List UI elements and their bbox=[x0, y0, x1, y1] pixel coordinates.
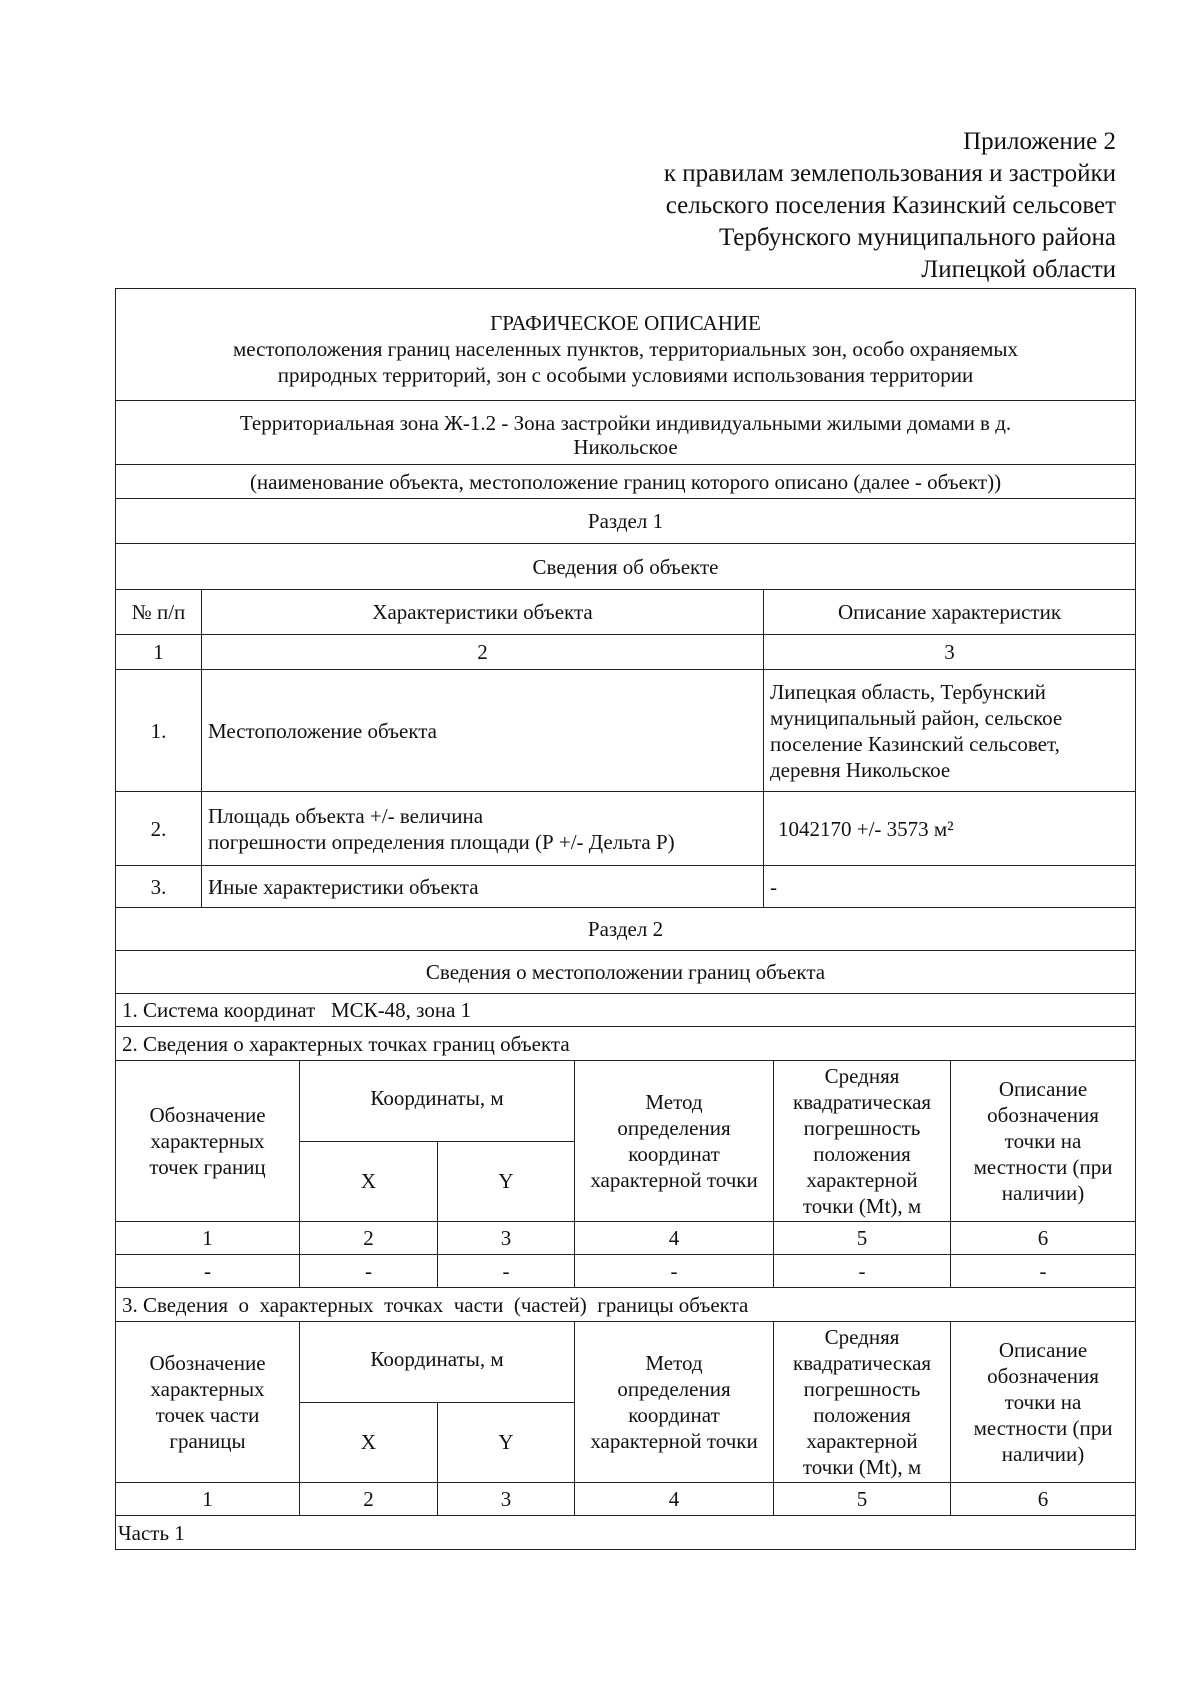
header-line: наличии) bbox=[1001, 1442, 1085, 1466]
col-number: 3 bbox=[438, 1483, 575, 1516]
table-cell: - bbox=[438, 1255, 575, 1288]
row-name: Местоположение объекта bbox=[202, 670, 764, 792]
appendix-line: Тербунского муниципального района bbox=[718, 224, 1116, 251]
document-subtitle-line: местоположения границ населенных пунктов, территориальных зон, особо охраняемых bbox=[232, 336, 1019, 361]
col-number: 4 bbox=[575, 1222, 774, 1255]
header-line: Средняя bbox=[824, 1325, 900, 1349]
header-coordinates: Координаты, м bbox=[300, 1061, 575, 1142]
header-line: координат bbox=[628, 1403, 720, 1427]
col-number: 2 bbox=[202, 635, 764, 670]
document-title-cell bbox=[116, 289, 1136, 401]
row-name: Иные характеристики объекта bbox=[202, 866, 764, 908]
row-name-line: Площадь объекта +/- величина bbox=[208, 803, 484, 828]
header-line: характерной bbox=[806, 1429, 918, 1453]
header-x: X bbox=[300, 1141, 438, 1222]
row-number: 3. bbox=[116, 866, 202, 908]
header-line: точки (Mt), м bbox=[802, 1455, 922, 1479]
points-title: 2. Сведения о характерных точках границ объекта bbox=[116, 1027, 1136, 1061]
header-line: точки на bbox=[1004, 1129, 1082, 1153]
header-line: квадратическая bbox=[792, 1351, 932, 1375]
header-line: характерной bbox=[806, 1168, 918, 1192]
header-line: точки (Mt), м bbox=[802, 1194, 922, 1218]
col-header-description: Описание характеристик bbox=[764, 590, 1136, 635]
header-line: обозначения bbox=[987, 1103, 1099, 1127]
col-number: 2 bbox=[300, 1483, 438, 1516]
table-cell: - bbox=[116, 1255, 300, 1288]
header-line: Обозначение bbox=[149, 1351, 266, 1375]
appendix-line: Приложение 2 bbox=[963, 128, 1116, 155]
header-y: Y bbox=[438, 1402, 575, 1483]
header-line: погрешность bbox=[803, 1116, 921, 1140]
header-point-description bbox=[951, 1322, 1136, 1483]
header-designation bbox=[116, 1061, 300, 1222]
header-line: местности (при bbox=[973, 1416, 1113, 1440]
section2-subtitle: Сведения о местоположении границ объекта bbox=[116, 951, 1136, 994]
row-value-line: поселение Казинский сельсовет, bbox=[770, 731, 1060, 756]
col-number: 3 bbox=[438, 1222, 575, 1255]
header-line: Описание bbox=[998, 1338, 1088, 1362]
boundary-points-table bbox=[115, 1060, 1136, 1550]
header-line: положения bbox=[813, 1142, 911, 1166]
col-number: 5 bbox=[774, 1483, 951, 1516]
table-row bbox=[116, 866, 1136, 908]
table-row bbox=[116, 1255, 1136, 1288]
header-line: положения bbox=[813, 1403, 911, 1427]
header-part-designation bbox=[116, 1322, 300, 1483]
row-number: 2. bbox=[116, 792, 202, 866]
col-header-number: № п/п bbox=[116, 590, 202, 635]
row-value-line: деревня Никольское bbox=[770, 757, 951, 782]
header-line: Средняя bbox=[824, 1064, 900, 1088]
col-number: 6 bbox=[951, 1483, 1136, 1516]
row-name-line: погрешности определения площади (Р +/- Дельта Р) bbox=[208, 829, 675, 854]
table-cell: - bbox=[575, 1255, 774, 1288]
row-name bbox=[202, 792, 764, 866]
appendix-block bbox=[556, 126, 1116, 286]
header-line: обозначения bbox=[987, 1364, 1099, 1388]
header-line: определения bbox=[617, 1116, 731, 1140]
header-x: X bbox=[300, 1402, 438, 1483]
col-number: 1 bbox=[116, 1483, 300, 1516]
header-coordinates: Координаты, м bbox=[300, 1322, 575, 1403]
header-point-description bbox=[951, 1061, 1136, 1222]
coordinate-system: 1. Система координат МСК-48, зона 1 bbox=[116, 994, 1136, 1027]
header-line: Метод bbox=[645, 1351, 703, 1375]
header-line: точек части bbox=[155, 1403, 260, 1427]
appendix-line: к правилам землепользования и застройки bbox=[663, 160, 1116, 187]
object-caption: (наименование объекта, местоположение границ которого описано (далее - объект)) bbox=[116, 465, 1136, 499]
object-name-line: Территориальная зона Ж-1.2 - Зона застройки индивидуальными жилыми домами в д. bbox=[239, 410, 1012, 435]
header-mean-error bbox=[774, 1061, 951, 1222]
header-line: погрешность bbox=[803, 1377, 921, 1401]
header-line: точек границ bbox=[149, 1155, 266, 1179]
parts-title: 3. Сведения о характерных точках части (частей) границы объекта bbox=[116, 1288, 1136, 1322]
section1-table bbox=[115, 288, 1136, 1061]
header-line: точки на bbox=[1004, 1390, 1082, 1414]
col-number: 3 bbox=[764, 635, 1136, 670]
header-line: Описание bbox=[998, 1077, 1088, 1101]
table-cell: - bbox=[774, 1255, 951, 1288]
section1-title: Раздел 1 bbox=[116, 499, 1136, 544]
col-number: 5 bbox=[774, 1222, 951, 1255]
header-line: наличии) bbox=[1001, 1181, 1085, 1205]
header-line: координат bbox=[628, 1142, 720, 1166]
header-mean-error bbox=[774, 1322, 951, 1483]
document-subtitle-line: природных территорий, зон с особыми условиями использования территории bbox=[277, 362, 974, 387]
row-value: 1042170 +/- 3573 м² bbox=[764, 792, 1136, 866]
header-line: характерной точки bbox=[590, 1168, 758, 1192]
object-name-line: Никольское bbox=[573, 434, 678, 459]
appendix-line: сельского поселения Казинский сельсовет bbox=[665, 192, 1116, 219]
header-line: определения bbox=[617, 1377, 731, 1401]
table-row bbox=[116, 670, 1136, 792]
col-header-characteristics: Характеристики объекта bbox=[202, 590, 764, 635]
object-name-cell bbox=[116, 401, 1136, 465]
section2-title: Раздел 2 bbox=[116, 908, 1136, 951]
col-number: 2 bbox=[300, 1222, 438, 1255]
section1-subtitle: Сведения об объекте bbox=[116, 544, 1136, 590]
header-line: границы bbox=[169, 1429, 246, 1453]
row-value: - bbox=[764, 866, 1136, 908]
col-number: 1 bbox=[116, 1222, 300, 1255]
header-line: характерных bbox=[150, 1377, 265, 1401]
appendix-line: Липецкой области bbox=[921, 256, 1116, 283]
header-line: местности (при bbox=[973, 1155, 1113, 1179]
header-line: характерной точки bbox=[590, 1429, 758, 1453]
header-line: характерных bbox=[150, 1129, 265, 1153]
header-method bbox=[575, 1322, 774, 1483]
part-label: Часть 1 bbox=[116, 1516, 1136, 1550]
col-number: 4 bbox=[575, 1483, 774, 1516]
col-number: 6 bbox=[951, 1222, 1136, 1255]
table-cell: - bbox=[300, 1255, 438, 1288]
document-title: ГРАФИЧЕСКОЕ ОПИСАНИЕ bbox=[490, 310, 761, 335]
header-line: Обозначение bbox=[149, 1103, 266, 1127]
header-y: Y bbox=[438, 1141, 575, 1222]
row-value-line: Липецкая область, Тербунский bbox=[770, 679, 1046, 704]
col-number: 1 bbox=[116, 635, 202, 670]
header-line: Метод bbox=[645, 1090, 703, 1114]
table-row bbox=[116, 792, 1136, 866]
table-cell: - bbox=[951, 1255, 1136, 1288]
row-value-line: муниципальный район, сельское bbox=[770, 705, 1063, 730]
row-value bbox=[764, 670, 1136, 792]
graphic-description-form bbox=[115, 288, 1135, 1550]
header-method bbox=[575, 1061, 774, 1222]
row-number: 1. bbox=[116, 670, 202, 792]
header-line: квадратическая bbox=[792, 1090, 932, 1114]
